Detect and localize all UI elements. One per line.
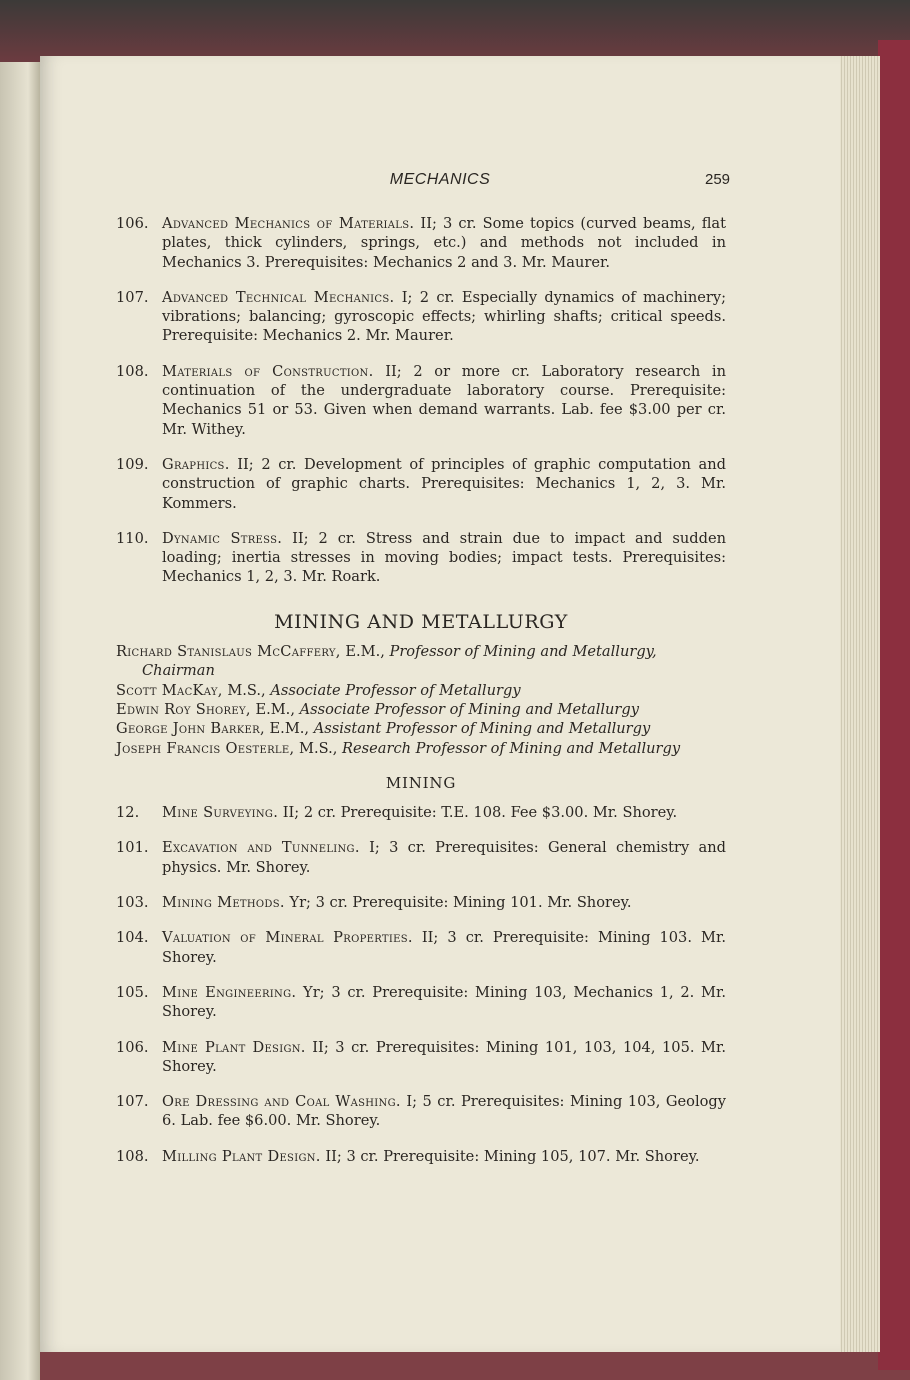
course-entry xyxy=(116,455,726,513)
course-entry xyxy=(116,362,726,439)
course-title: Mine Plant Design. xyxy=(162,1038,306,1056)
course-description: Yr; 3 cr. Prerequisite: Mining 103, Mechanics 1, 2. Mr. Shorey. xyxy=(162,983,726,1021)
faculty-title: Assistant Professor of Mining and Metallurgy xyxy=(313,720,651,738)
faculty-title: Associate Professor of Mining and Metallurgy xyxy=(299,700,639,718)
page-number: 259 xyxy=(705,171,731,188)
faculty-entry xyxy=(116,719,726,738)
faculty-degree: E.M., xyxy=(264,720,314,738)
page-content xyxy=(116,214,726,1182)
course-number: 108. xyxy=(116,1147,149,1165)
course-description: II; 3 cr. Prerequisite: Mining 105, 107. Mr. Shorey. xyxy=(320,1147,700,1165)
facing-page-edge xyxy=(0,62,40,1380)
faculty-entry xyxy=(116,681,726,700)
course-description: II; 3 cr. Prerequisites: Mining 101, 103, 104, 105. Mr. Shorey. xyxy=(162,1038,727,1075)
course-title: Excavation and Tunneling. xyxy=(162,839,360,857)
faculty-name: Joseph Francis Oesterle, xyxy=(116,739,295,757)
course-description: II; 2 cr. Prerequisite: T.E. 108. Fee $3.00. Mr. Shorey. xyxy=(278,804,678,822)
course-number: 107. xyxy=(116,1093,149,1111)
course-number: 109. xyxy=(116,455,149,473)
course-description: Yr; 3 cr. Prerequisite: Mining 101. Mr. Shorey. xyxy=(284,894,632,912)
course-description: II; 2 cr. Stress and strain due to impact and sudden loading; inertia stresses in moving bodies; impact tests. Prerequisites: Mechanics 1, 2, 3. Mr. Roark. xyxy=(162,529,726,586)
course-title: Ore Dressing and Coal Washing. xyxy=(162,1093,401,1111)
course-entry xyxy=(116,803,726,822)
mechanics-course-list xyxy=(116,214,726,587)
faculty-entry xyxy=(116,739,726,758)
faculty-title: Professor of Mining and Metallurgy, Chairman xyxy=(142,643,657,680)
faculty-name: Richard Stanislaus McCaffery, xyxy=(116,643,341,661)
course-entry xyxy=(116,529,726,587)
course-number: 103. xyxy=(116,894,149,912)
course-description: I; 3 cr. Prerequisites: General chemistry and physics. Mr. Shorey. xyxy=(162,839,726,876)
course-title: Mine Engineering. xyxy=(162,983,297,1001)
course-title: Milling Plant Design. xyxy=(162,1147,321,1165)
faculty-degree: M.S., xyxy=(222,681,271,699)
faculty-title: Associate Professor of Metallurgy xyxy=(270,681,521,699)
course-title: Valuation of Mineral Properties. xyxy=(162,929,413,947)
course-title: Dynamic Stress. xyxy=(162,529,283,547)
faculty-name: Scott MacKay, xyxy=(116,681,223,699)
course-description: II; 3 cr. Some topics (curved beams, flat plates, thick cylinders, springs, etc.) and methods not included in Mechanics 3. Prerequisites: Mechanics 2 and 3. Mr. Maurer. xyxy=(162,215,726,271)
course-entry xyxy=(116,1092,726,1131)
faculty-name: Edwin Roy Shorey, xyxy=(116,700,251,718)
book-cover-top xyxy=(0,0,910,62)
faculty-degree: E.M., xyxy=(340,643,390,661)
course-number: 108. xyxy=(116,362,149,380)
course-entry xyxy=(116,1038,726,1077)
course-number: 107. xyxy=(116,288,149,306)
running-title: MECHANICS xyxy=(389,171,491,188)
course-entry xyxy=(116,893,726,912)
faculty-entry xyxy=(116,700,726,719)
faculty-degree: M.S., xyxy=(294,739,343,757)
course-entry xyxy=(116,838,726,877)
course-number: 106. xyxy=(116,215,149,232)
course-description: II; 3 cr. Prerequisite: Mining 103. Mr. Shorey. xyxy=(162,929,726,966)
course-entry xyxy=(116,214,726,272)
course-description: I; 5 cr. Prerequisites: Mining 103, Geology 6. Lab. fee $6.00. Mr. Shorey. xyxy=(162,1093,726,1130)
section-title: MINING AND METALLURGY xyxy=(274,610,568,633)
course-title: Advanced Mechanics of Materials. xyxy=(162,215,415,232)
book-cover-edge xyxy=(878,40,910,1370)
course-description: II; 2 or more cr. Laboratory research in continuation of the undergraduate laboratory course. Prerequisite: Mechanics 51 or 53. Given when demand warrants. Lab. fee $3.00 per cr. Mr. Withey. xyxy=(162,362,726,438)
course-description: II; 2 cr. Development of principles of graphic computation and construction of graphic charts. Prerequisites: Mechanics 1, 2, 3. Mr. Kommers. xyxy=(162,455,726,512)
course-number: 104. xyxy=(116,929,149,947)
faculty-degree: E.M., xyxy=(250,700,300,718)
page-header xyxy=(40,171,840,195)
course-title: Advanced Technical Mechanics. xyxy=(162,288,395,306)
course-number: 106. xyxy=(116,1038,149,1056)
course-title: Mining Methods. xyxy=(162,894,285,912)
mining-course-list xyxy=(116,803,726,1166)
course-number: 105. xyxy=(116,983,149,1001)
faculty-title: Research Professor of Mining and Metallurgy xyxy=(342,739,681,757)
faculty-name: George John Barker, xyxy=(116,720,265,738)
course-description: I; 2 cr. Especially dynamics of machinery; vibrations; balancing; gyroscopic effects; whirling shafts; critical speeds. Prerequisite: Mechanics 2. Mr. Maurer. xyxy=(162,288,726,345)
course-number: 12. xyxy=(116,804,140,822)
course-number: 110. xyxy=(116,529,149,547)
faculty-entry xyxy=(116,642,726,681)
subsection-heading: MINING xyxy=(385,773,457,792)
course-entry xyxy=(116,928,726,967)
course-entry xyxy=(116,983,726,1022)
course-title: Mine Surveying. xyxy=(162,804,279,822)
course-number: 101. xyxy=(116,839,149,857)
faculty-list xyxy=(116,642,726,758)
course-entry xyxy=(116,288,726,346)
course-entry xyxy=(116,1147,726,1166)
course-title: Graphics. xyxy=(162,455,230,473)
course-title: Materials of Construction. xyxy=(162,362,374,380)
